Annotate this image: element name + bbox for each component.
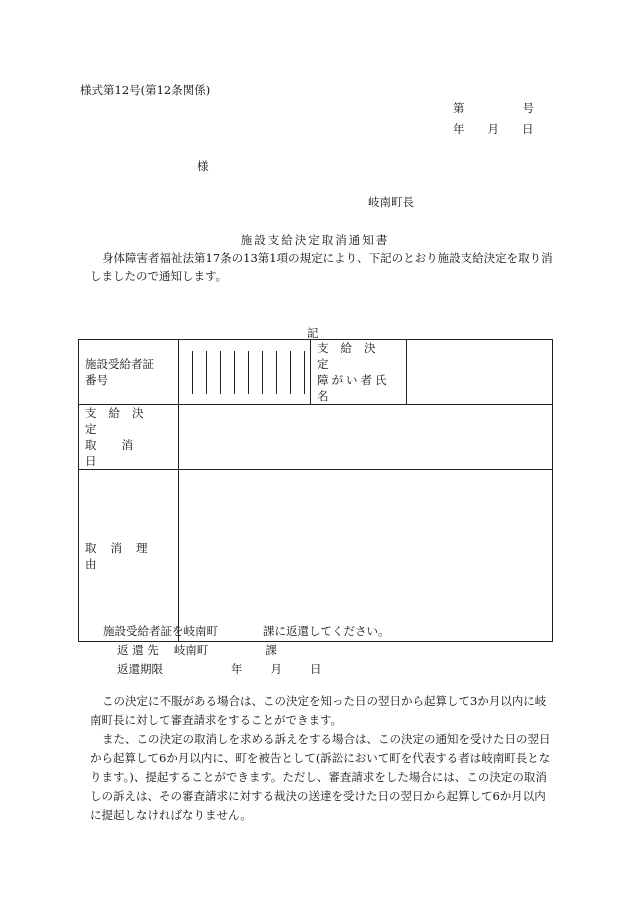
form-id: 様式第12号(第12条関係) xyxy=(80,83,211,97)
cert-number-label-2: 番号 xyxy=(85,373,108,387)
recipient-name-label: 支給決定 障がい者氏名 xyxy=(311,340,407,405)
digit-box xyxy=(235,351,249,394)
cert-number-label: 施設受給者証 番号 xyxy=(79,340,179,405)
issue-date xyxy=(453,121,534,137)
appeal-note-2: また、この決定の取消しを求める訴えをする場合は、この決定の通知を受けた日の翌日から起算して6か月以内に、町を被告として(訴訟において町を代表する者は岐南町長となります。)、提起することができます。ただし、審査請求をした場合には、この決定の取消しの訴えは、その審査請求に対する裁決の送達を受けた日の翌日から起算して6か月以内に提起しなければなりません。 xyxy=(90,732,551,822)
dest-town: 岐南町 xyxy=(173,643,209,657)
document-number xyxy=(453,100,534,116)
return-line-b: 課に返還してください。 xyxy=(263,624,390,638)
digit-box xyxy=(277,351,291,394)
appeal-note-1: この決定に不服がある場合は、この決定を知った日の翌日から起算して3か月以内に岐南町長に対して審査請求をすることができます。 xyxy=(90,694,547,727)
cert-number-boxes xyxy=(179,340,311,405)
return-instructions xyxy=(103,622,390,679)
document-title: 施設支給決定取消通知書 xyxy=(240,233,390,247)
dest-label: 返 還 先 xyxy=(117,643,159,657)
digit-box xyxy=(291,351,305,394)
day-label: 日 xyxy=(522,122,534,136)
digit-box xyxy=(221,351,235,394)
digit-box xyxy=(193,351,207,394)
month-label: 月 xyxy=(487,122,499,136)
info-table xyxy=(78,339,553,642)
digit-box xyxy=(263,351,277,394)
num-suffix: 号 xyxy=(522,101,534,115)
ki-label: 記 xyxy=(307,326,319,340)
digit-box xyxy=(249,351,263,394)
reason-label: 取消理由 xyxy=(79,470,179,642)
return-line-a: 施設受給者証を岐南町 xyxy=(103,624,218,638)
reason-field[interactable] xyxy=(179,470,553,642)
appeal-notes xyxy=(90,692,552,825)
recipient-name-field[interactable] xyxy=(407,340,553,405)
body-text: 身体障害者福祉法第17条の13第1項の規定により、下記のとおり施設支給決定を取り消しましたので通知します。 xyxy=(90,251,553,283)
deadline-label: 返還期限 xyxy=(117,662,163,676)
deadline-day: 日 xyxy=(310,662,322,676)
num-prefix: 第 xyxy=(453,101,465,115)
deadline-month: 月 xyxy=(270,662,282,676)
digit-box xyxy=(207,351,221,394)
cancel-date-label: 支給決定 取消日 xyxy=(79,405,179,470)
sender: 岐南町長 xyxy=(368,195,414,209)
year-label: 年 xyxy=(453,122,465,136)
deadline-year: 年 xyxy=(231,662,243,676)
digit-box xyxy=(179,351,193,394)
cancel-date-field[interactable] xyxy=(179,405,553,470)
recipient-suffix: 様 xyxy=(197,159,209,173)
dest-suffix: 課 xyxy=(265,643,277,657)
